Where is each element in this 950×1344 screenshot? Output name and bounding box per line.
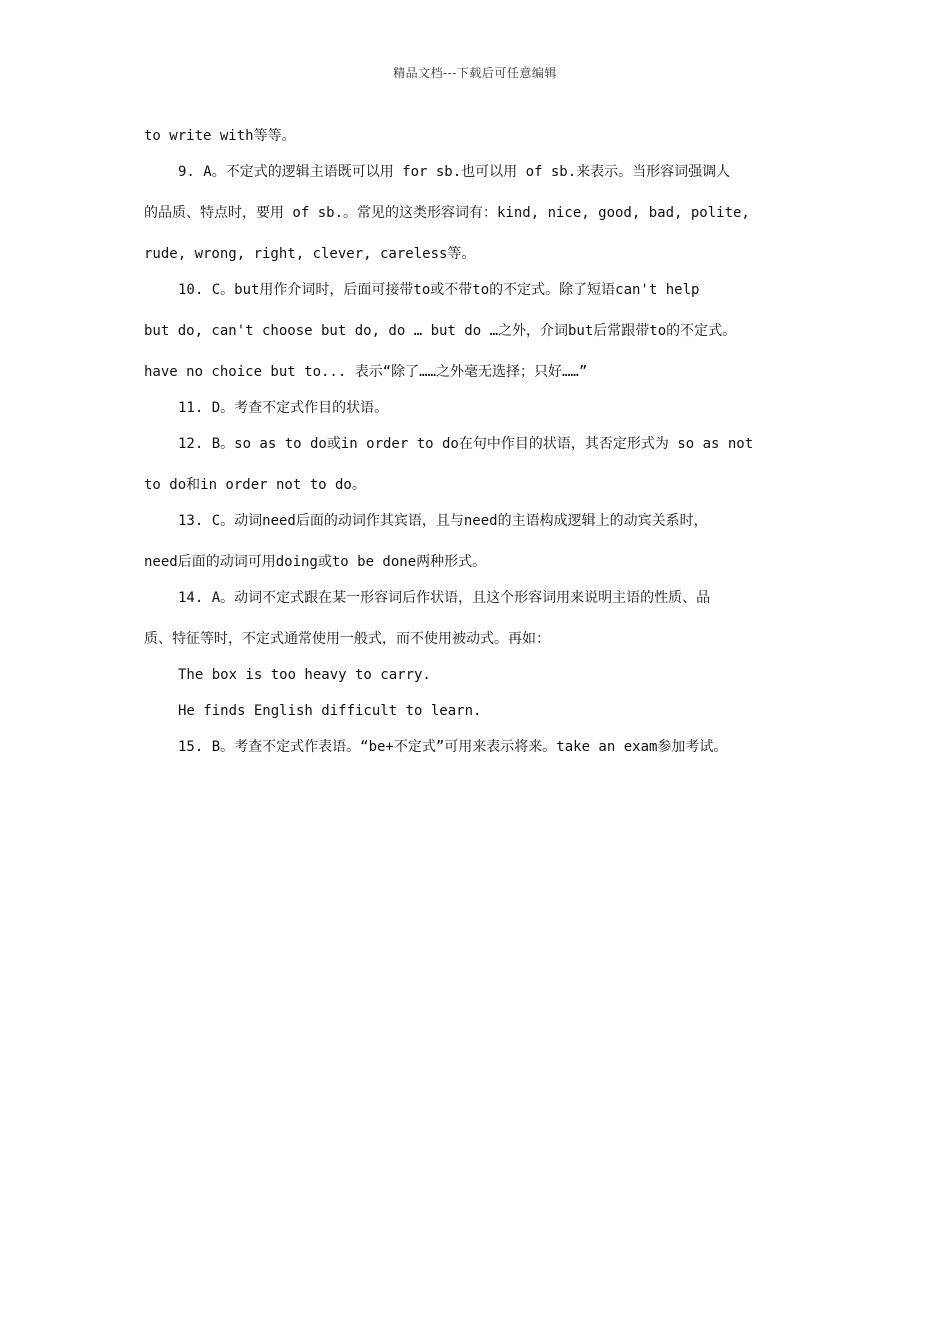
page-header: 精品文档---下载后可任意编辑 [393, 66, 557, 80]
answer-12-line: 12. B。so as to do或in order to do在句中作目的状语，其否定形式为 so as not [178, 436, 754, 452]
document-body [144, 124, 824, 771]
example-sentence: The box is too heavy to carry. [178, 667, 431, 683]
answer-9-line: 9. A。不定式的逻辑主语既可以用 for sb.也可以用 of sb.来表示。当形容词强调人 [178, 164, 731, 180]
text-line: 的品质、特点时，要用 of sb.。常见的这类形容词有：kind, nice, good, bad, polite, [144, 205, 750, 221]
answer-10-line: 10. C。but用作介词时，后面可接带to或不带to的不定式。除了短语can't help [178, 282, 700, 298]
text-line: need后面的动词可用doing或to be done两种形式。 [144, 554, 487, 570]
answer-15-line: 15. B。考查不定式作表语。“be+不定式”可用来表示将来。take an exam参加考试。 [178, 739, 728, 755]
text-line: to do和in order not to do。 [144, 477, 366, 493]
example-sentence: He finds English difficult to learn. [178, 703, 482, 719]
text-line: rude, wrong, right, clever, careless等。 [144, 246, 476, 262]
text-line: 质、特征等时，不定式通常使用一般式，而不使用被动式。再如： [144, 631, 550, 647]
answer-14-line: 14. A。动词不定式跟在某一形容词后作状语，且这个形容词用来说明主语的性质、品 [178, 590, 711, 606]
text-line: to write with等等。 [144, 128, 296, 144]
answer-11-line: 11. D。考查不定式作目的状语。 [178, 400, 389, 416]
text-line: have no choice but to... 表示“除了……之外毫无选择；只好……” [144, 364, 588, 380]
answer-13-line: 13. C。动词need后面的动词作其宾语，且与need的主语构成逻辑上的动宾关系时， [178, 513, 708, 529]
text-line: but do, can't choose but do, do … but do …之外，介词but后常跟带to的不定式。 [144, 323, 737, 339]
